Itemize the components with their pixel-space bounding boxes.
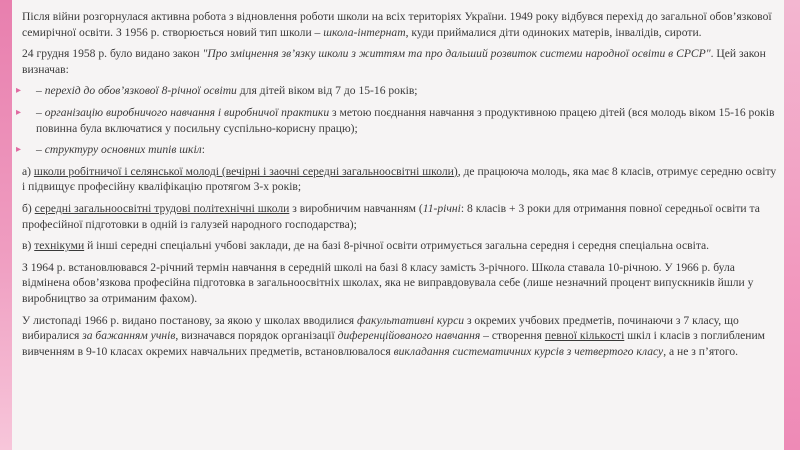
right-decorative-stripe	[784, 0, 800, 450]
law-title: "Про зміцнення зв’язку школи з життям та про дальший розвиток системи народної освіти в СРСР"	[202, 47, 711, 61]
paragraph-1964-reform: З 1964 р. встановлювався 2-річний термін навчання в середній школі на базі 8 класу замість 3-річного. Школа ставала 10-річною. У 1966 р. була відмінена обов’язкова професійна підготовка в загальноосвітніх школах, яка не виправдовувала себе (лише незначний процент випускників йшли у виробництво за отриманим фахом).	[22, 260, 754, 305]
bullet-item-school-types: ▸ – структуру основних типів шкіл:	[22, 142, 780, 158]
left-decorative-stripe	[0, 0, 12, 450]
paragraph-type-b: б) середні загальноосвітні трудові політехнічні школи з виробничим навчанням (11-річні: 8 класів + 3 роки для отримання повної середньої освіти та професійної підготовки в одній із галузей народного господарства);	[22, 201, 760, 231]
slide-content	[22, 9, 780, 365]
paragraph-1966-resolution: У листопаді 1966 р. видано постанову, за якою у школах вводилися факультативні курси з окремих учбових предметів, починаючи з 7 класу, що вибиралися за бажанням учнів, визначався порядок організації диференційованого навчання – створення певної кількості шкіл і класів з поглибленим вивченням в 9-10 класах окремих навчальних предметів, встановлювалося викладання систематичних курсів з четвертого класу, а не з п’ятого.	[22, 313, 766, 358]
paragraph-postwar: Після війни розгорнулася активна робота з відновлення роботи школи на всіх територіях України. 1949 року відбувся перехід до загальної обов’язкової семирічної освіти. З 1956 р. створюється новий тип школи – школа-інтернат, куди приймалися діти одиноких матерів, інвалідів, сироти.	[22, 10, 772, 39]
paragraph-law-1958: 24 грудня 1958 р. було видано закон "Про зміцнення зв’язку школи з життям та про дальший розвиток системи народної освіти в СРСР". Цей закон визначав:	[22, 47, 766, 76]
bullet-item-vocational-training: ▸ – організацію виробничого навчання і виробничої практики з метою поєднання навчання з продуктивною працею дітей (вся молодь віком 15-16 років повинна була включатися у посильну суспільно-корисну працю);	[22, 105, 780, 136]
boarding-school-term: школа-інтернат	[323, 25, 406, 39]
bullet-item-8-year-education: ▸ – перехід до обов’язкової 8-річної освіти для дітей віком від 7 до 15-16 років;	[22, 83, 780, 99]
paragraph-type-a: а) школи робітничої і селянської молоді (вечірні і заочні середні загальноосвітні школи), де працююча молодь, яка має 8 класів, отримує середню освіту і підвищує професійну кваліфікацію протягом 3-х років;	[22, 164, 777, 194]
paragraph-type-v: в) технікуми й інші середні спеціальні учбові заклади, де на базі 8-річної освіти отримується загальна середня і середня спеціальна освіта.	[22, 239, 710, 253]
